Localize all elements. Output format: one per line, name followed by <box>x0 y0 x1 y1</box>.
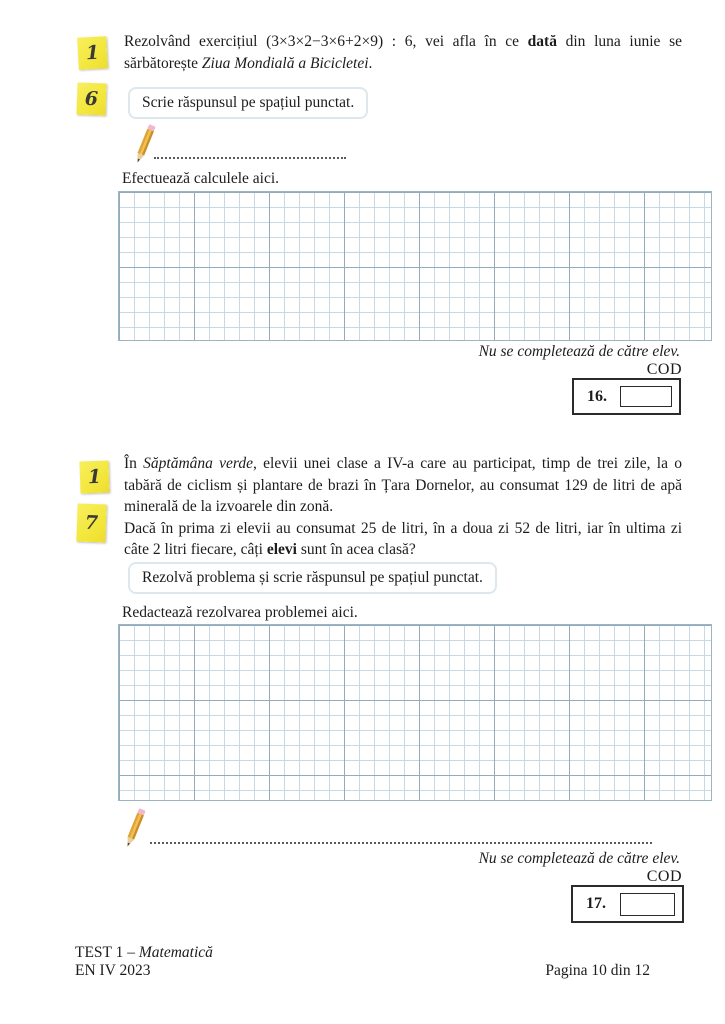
exercise-17-paragraph-1 <box>124 453 682 518</box>
note-text: Nu se completează de către elev. <box>478 343 680 360</box>
math-expression: (3×3×2−3×6+2×9) : 6, <box>266 33 417 50</box>
exercise-16-no-fill-note <box>380 343 680 361</box>
statement-italic-title: Săptămâna verde <box>143 455 254 472</box>
sticker-digit: 1 <box>87 465 102 489</box>
sticker-digit: 1 <box>85 41 100 65</box>
exercise-17-sticker-digit-1 <box>79 461 109 494</box>
exercise-17-score-box <box>571 885 684 923</box>
sticker-digit: 6 <box>84 87 99 111</box>
exercise-17-instruction-box <box>128 562 497 594</box>
exercise-17-paragraph-2 <box>124 518 682 561</box>
statement-text: sunt în acea clasă? <box>296 541 416 558</box>
statement-italic-title: Ziua Mondială a Bicicletei <box>201 54 369 72</box>
exercise-16-statement <box>124 31 682 74</box>
exercise-16-answer-dotted-line <box>154 143 346 159</box>
footer-test-prefix: TEST 1 – <box>75 944 139 961</box>
score-box-blank-field <box>620 386 672 407</box>
exercise-16-sticker-digit-2 <box>76 83 106 116</box>
exercise-16-score-box <box>572 378 681 415</box>
instruction-text: Scrie răspunsul pe spațiul punctat. <box>142 94 355 111</box>
cod-text: COD <box>646 868 682 885</box>
sticker-digit: 7 <box>84 511 99 535</box>
exercise-17-no-fill-note <box>380 850 680 868</box>
work-label-text: Efectuează calculele aici. <box>122 170 280 187</box>
exercise-17-statement <box>124 453 682 561</box>
footer-page-number <box>545 962 650 980</box>
statement-text: Rezolvând exercițiul <box>124 33 267 50</box>
work-label-text: Redactează rezolvarea problemei aici. <box>122 604 358 621</box>
exercise-17-solution-grid <box>118 624 712 801</box>
footer-edition-text: EN IV 2023 <box>75 962 151 979</box>
cod-text: COD <box>646 361 682 378</box>
statement-text: din luna iunie se sărbătorește <box>124 33 682 72</box>
exercise-17-work-label <box>122 604 358 622</box>
footer-test-line <box>75 944 213 962</box>
footer-edition <box>75 962 213 980</box>
footer-test-subject: Matematică <box>138 944 213 961</box>
exercise-17-sticker-digit-2 <box>76 504 106 543</box>
pencil-icon <box>118 806 152 850</box>
instruction-text: Rezolvă problema și scrie răspunsul pe spațiul punctat. <box>142 569 483 586</box>
statement-bold-word: dată <box>527 33 557 50</box>
footer-test-id <box>75 944 213 980</box>
score-box-number: 16. <box>587 387 607 405</box>
exercise-17-answer-dotted-line <box>150 828 652 844</box>
score-box-blank-field <box>620 893 675 916</box>
footer-page-info-text: Pagina 10 din 12 <box>545 962 650 979</box>
statement-text: , elevii unei clase a IV-a care au participat, timp de trei zile, la o tabără de ciclism și plantare de brazi în Țara Dornelor, au consumat 129 de litri de apă minerală de la izvoarele din zonă. <box>124 455 682 515</box>
exercise-17-cod-label <box>582 868 682 886</box>
exercise-16-work-label <box>122 170 279 188</box>
exercise-16-sticker-digit-1 <box>77 36 108 69</box>
statement-text: . <box>368 54 373 72</box>
statement-bold-word: elevi <box>266 541 297 558</box>
exercise-16-cod-label <box>582 361 682 379</box>
score-box-number: 17. <box>586 895 606 912</box>
exercise-16-instruction-box <box>128 87 368 119</box>
statement-text: În <box>124 455 144 472</box>
statement-text: vei afla în ce <box>416 33 528 50</box>
exercise-16-paragraph <box>124 31 682 74</box>
statement-text: Dacă în prima zi elevii au consumat 25 de litri, în a doua zi 52 de litri, iar în ultima zi câte 2 litri fiecare, câți <box>124 519 682 558</box>
note-text: Nu se completează de către elev. <box>478 850 680 867</box>
exercise-16-calculation-grid <box>118 191 712 341</box>
